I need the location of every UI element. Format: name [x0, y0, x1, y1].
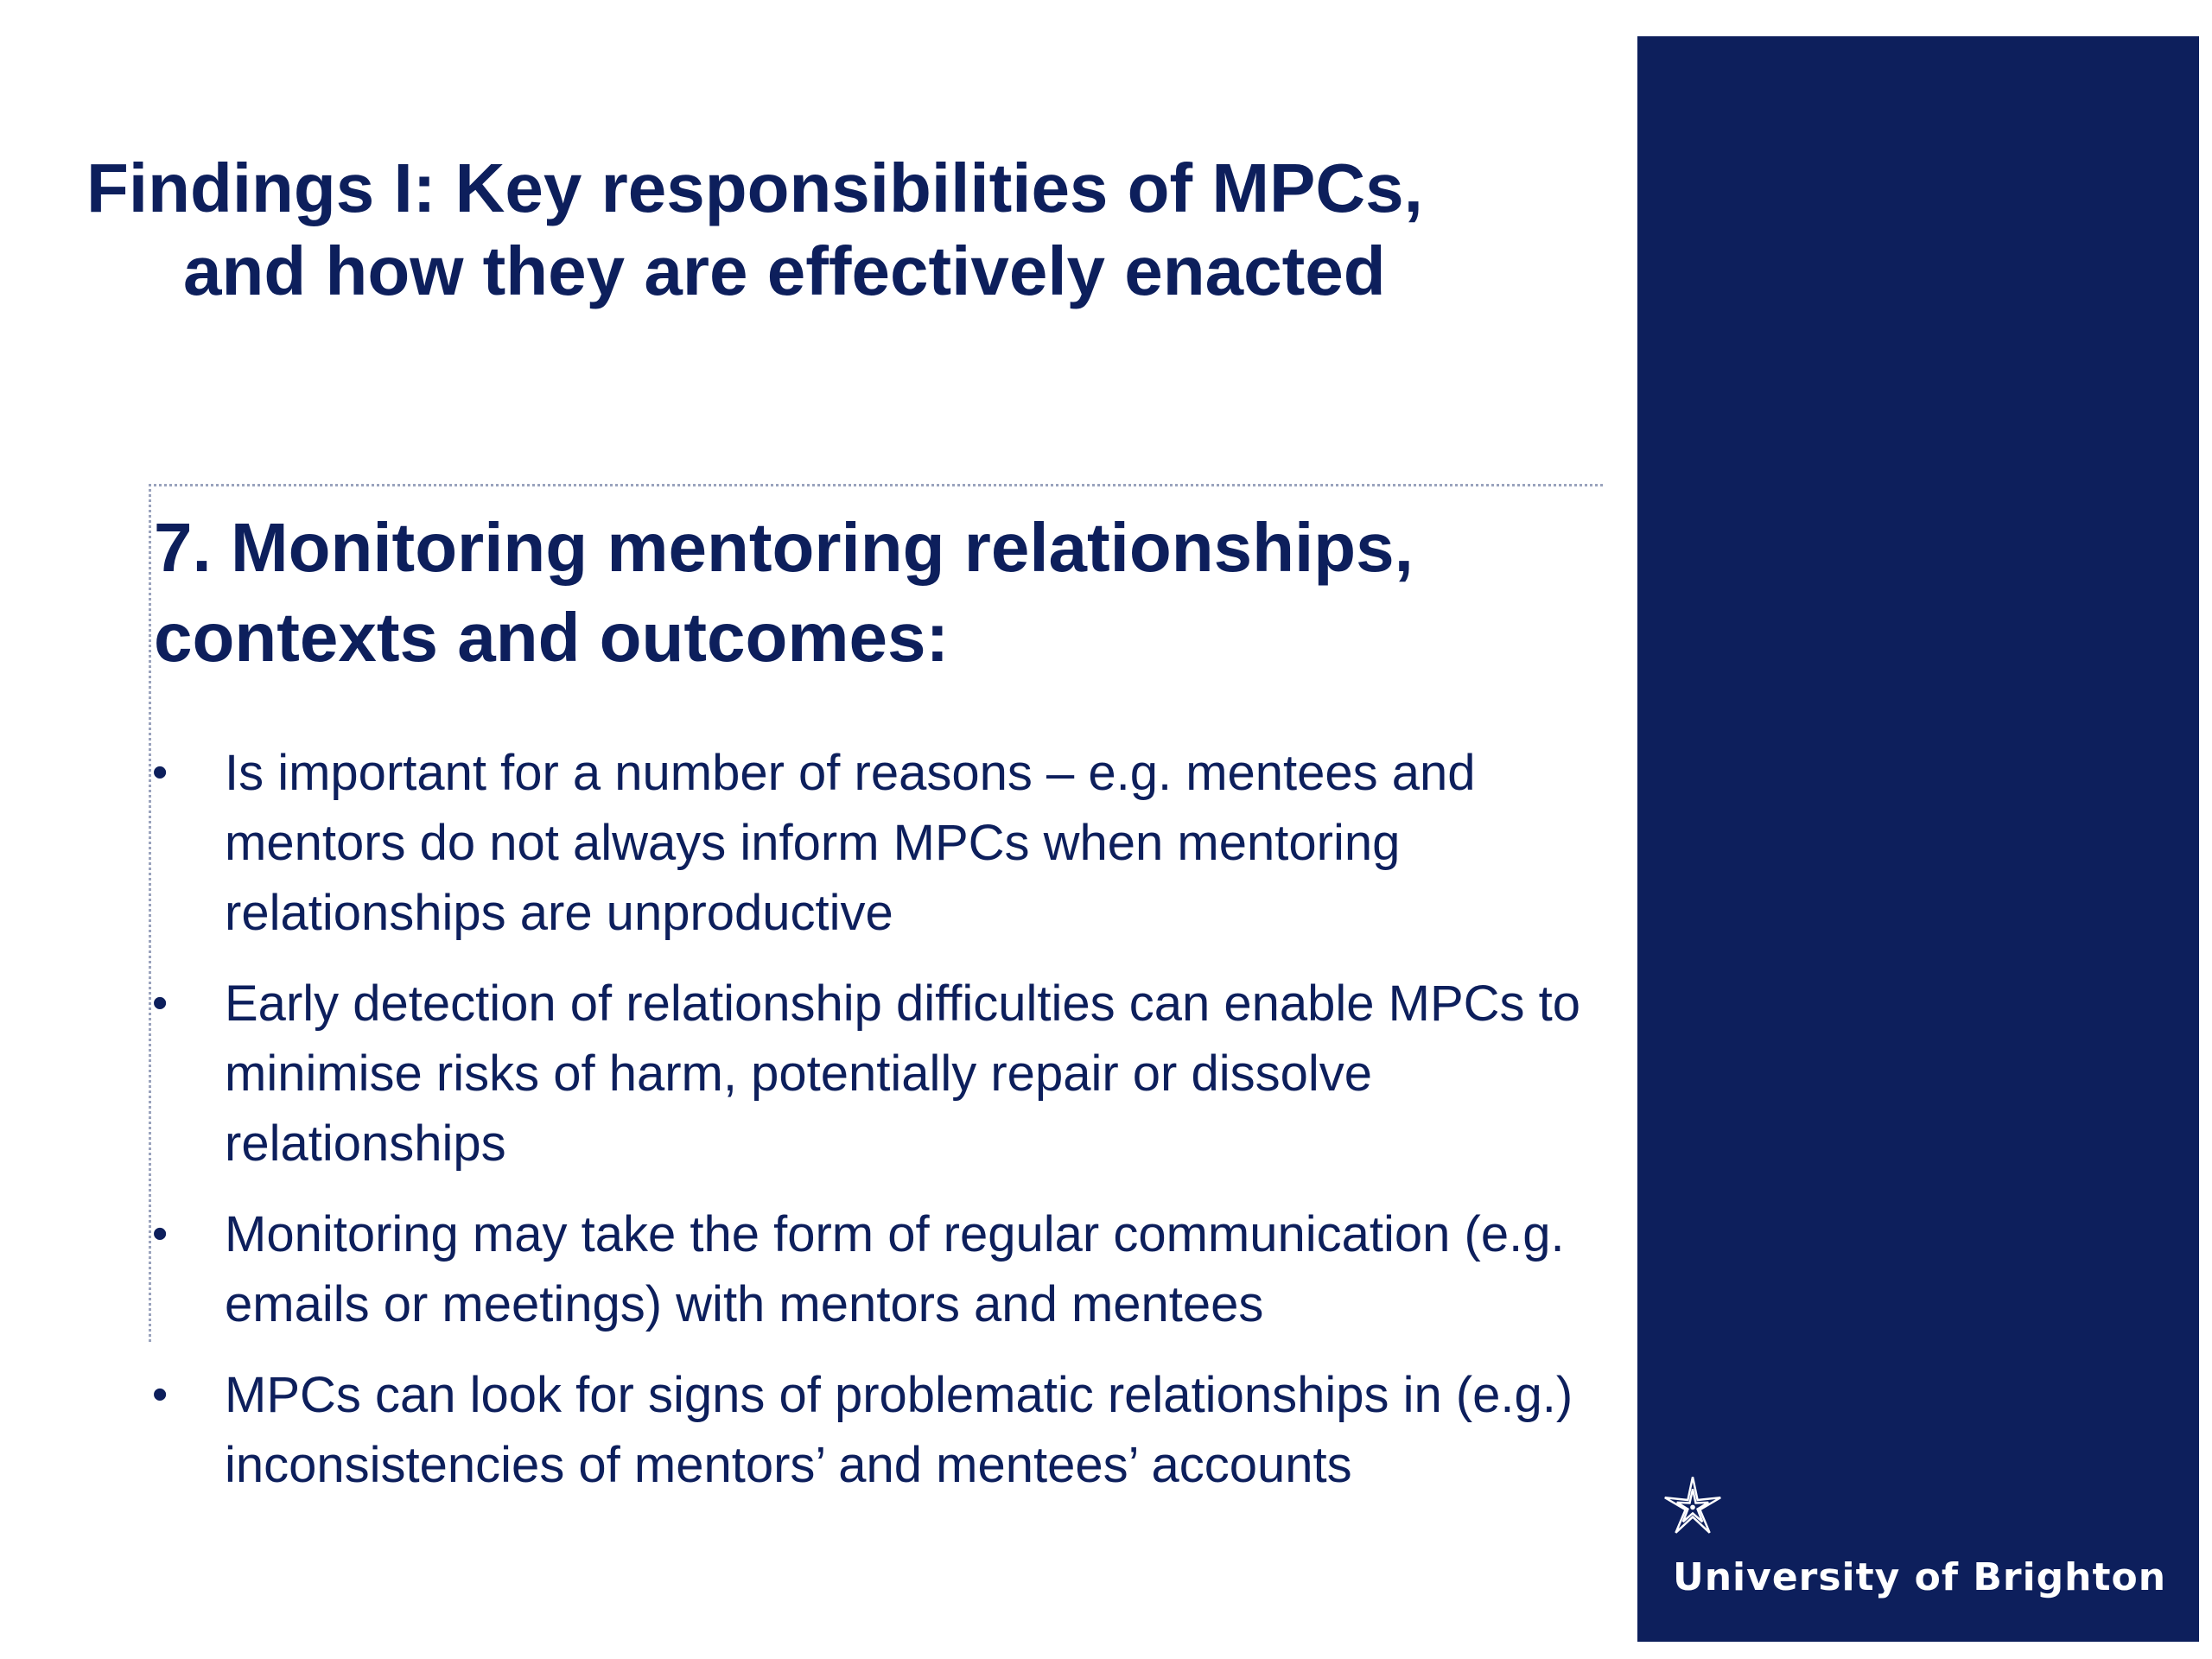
bullet-text: Monitoring may take the form of regular communication (e.g. emails or meetings) with mentors and mentees: [225, 1206, 1565, 1332]
bullet-dot: •: [152, 1209, 168, 1259]
university-logo-text: University of Brighton: [1673, 1555, 2167, 1599]
bullet-list: [152, 738, 1621, 1521]
bullet-dot: •: [152, 747, 168, 798]
slide-title-line-1: Findings I: Key responsibilities of MPCs,: [86, 149, 1423, 226]
bullet-text: MPCs can look for signs of problematic relationships in (e.g.) inconsistencies of mentors’ and mentees’ accounts: [225, 1367, 1573, 1493]
brand-side-panel: [1637, 36, 2199, 1642]
slide-title: [86, 147, 1607, 313]
slide-title-line-2: and how they are effectively enacted: [183, 232, 1386, 309]
section-heading: 7. Monitoring mentoring relationships, contexts and outcomes:: [154, 509, 1414, 676]
bullet-item: [152, 969, 1621, 1179]
bullet-dot: •: [152, 1370, 168, 1420]
bullet-text: Is important for a number of reasons – e.g. mentees and mentors do not always inform MPCs when mentoring relationships are unproductive: [225, 745, 1476, 941]
bullet-item: [152, 1199, 1621, 1339]
bullet-dot: •: [152, 978, 168, 1028]
bullet-item: [152, 738, 1621, 948]
compass-star-icon: [1662, 1476, 1723, 1536]
bullet-item: [152, 1360, 1621, 1500]
bullet-text: Early detection of relationship difficulties can enable MPCs to minimise risks of harm, potentially repair or dissolve relationships: [225, 976, 1581, 1172]
